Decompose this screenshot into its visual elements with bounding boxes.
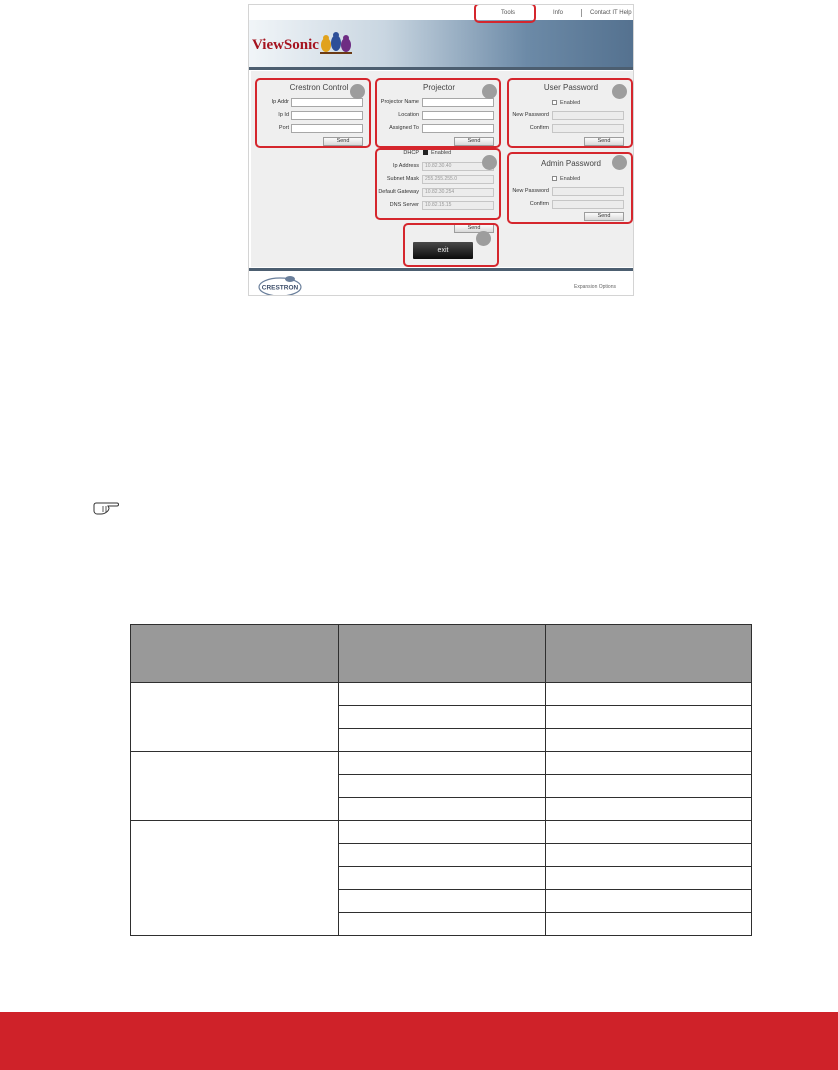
- default-gateway-field[interactable]: 10.82.30.254: [422, 188, 494, 197]
- crestron-logo-icon: [257, 275, 303, 296]
- table-row: [131, 821, 752, 844]
- admin-password-title: Admin Password: [540, 159, 602, 168]
- projector-title: Projector: [422, 83, 455, 92]
- nav-help-link[interactable]: Contact IT Help: [590, 10, 632, 16]
- footer-bar: [0, 1012, 838, 1070]
- crestron-logo-text: CRESTRON: [261, 284, 299, 292]
- crestron-control-title: Crestron Control: [289, 83, 349, 92]
- table-cell: [546, 683, 752, 706]
- table-cell: [546, 798, 752, 821]
- settings-table: [130, 624, 752, 936]
- table-group-cell: [131, 683, 339, 752]
- expansion-options-link[interactable]: Expansion Options: [574, 284, 616, 290]
- table-cell: [338, 844, 546, 867]
- highlight-exit: [403, 223, 499, 267]
- table-cell: [546, 706, 752, 729]
- user-confirm-label: Confirm: [529, 125, 549, 131]
- table-cell: [338, 752, 546, 775]
- table-header-cell: [546, 625, 752, 683]
- table-group-cell: [131, 821, 339, 936]
- table-cell: [338, 798, 546, 821]
- table-cell: [546, 775, 752, 798]
- table-cell: [546, 729, 752, 752]
- highlight-user-password: [507, 78, 633, 148]
- table-row: [131, 752, 752, 775]
- ip-address-field[interactable]: 10.82.30.40: [422, 162, 494, 171]
- highlight-admin-password: [507, 152, 633, 224]
- viewsonic-logo: ViewSonic: [252, 37, 319, 53]
- table-group-cell: [131, 752, 339, 821]
- table-cell: [338, 913, 546, 936]
- table-cell: [338, 775, 546, 798]
- highlight-tools: [474, 4, 536, 23]
- table-cell: [546, 752, 752, 775]
- dhcp-enabled-label: Enabled: [431, 150, 452, 156]
- admin-password-send-button[interactable]: Send: [584, 212, 624, 221]
- header-stripe: [249, 67, 634, 70]
- dhcp-label: DHCP: [403, 150, 419, 156]
- footer-stripe: [249, 268, 634, 271]
- assigned-to-label: Assigned To: [389, 125, 419, 131]
- web-control-screenshot: [248, 4, 634, 296]
- table-cell: [546, 913, 752, 936]
- table-header-row: [131, 625, 752, 683]
- port-label: Port: [278, 125, 289, 131]
- admin-new-password-label: New Password: [512, 188, 549, 194]
- default-gateway-label: Default Gateway: [378, 189, 419, 195]
- ip-addr-label: Ip Addr: [271, 99, 289, 105]
- nav-divider: [581, 9, 582, 17]
- table-cell: [546, 867, 752, 890]
- table-header-cell: [338, 625, 546, 683]
- subnet-mask-label: Subnet Mask: [386, 176, 419, 182]
- crestron-send-button[interactable]: Send: [323, 137, 363, 146]
- birds-logo-icon: [319, 29, 353, 55]
- table-cell: [546, 844, 752, 867]
- table-cell: [338, 729, 546, 752]
- table-cell: [338, 890, 546, 913]
- user-new-password-label: New Password: [512, 112, 549, 118]
- pointing-hand-note-icon: [93, 499, 123, 517]
- exit-button[interactable]: exit: [413, 242, 473, 259]
- admin-confirm-label: Confirm: [529, 201, 549, 207]
- table-cell: [338, 867, 546, 890]
- nav-info-link[interactable]: Info: [553, 10, 564, 16]
- dns-server-field[interactable]: 10.82.15.15: [422, 201, 494, 210]
- dns-server-label: DNS Server: [389, 202, 419, 208]
- highlight-network: [375, 148, 501, 220]
- table-cell: [338, 706, 546, 729]
- admin-password-enabled-label: Enabled: [560, 176, 581, 182]
- table-header-cell: [131, 625, 339, 683]
- ip-id-label: Ip Id: [278, 112, 289, 118]
- table-row: [131, 683, 752, 706]
- user-password-enabled-label: Enabled: [560, 100, 581, 106]
- nav-tools-link[interactable]: Tools: [500, 10, 515, 16]
- user-password-send-button[interactable]: Send: [584, 137, 624, 146]
- subnet-mask-field[interactable]: 255.255.255.0: [422, 175, 494, 184]
- projector-send-button[interactable]: Send: [454, 137, 494, 146]
- top-nav: [249, 5, 634, 20]
- table-cell: [338, 683, 546, 706]
- table-cell: [546, 890, 752, 913]
- user-password-title: User Password: [543, 83, 599, 92]
- table-cell: [546, 821, 752, 844]
- ip-address-label: Ip Address: [393, 163, 419, 169]
- table-cell: [338, 821, 546, 844]
- header-banner: [249, 20, 634, 67]
- location-label: Location: [398, 112, 419, 118]
- network-send-button[interactable]: Send: [454, 224, 494, 233]
- projector-name-label: Projector Name: [380, 99, 419, 105]
- highlight-projector: [375, 78, 501, 148]
- highlight-crestron-control: [255, 78, 371, 148]
